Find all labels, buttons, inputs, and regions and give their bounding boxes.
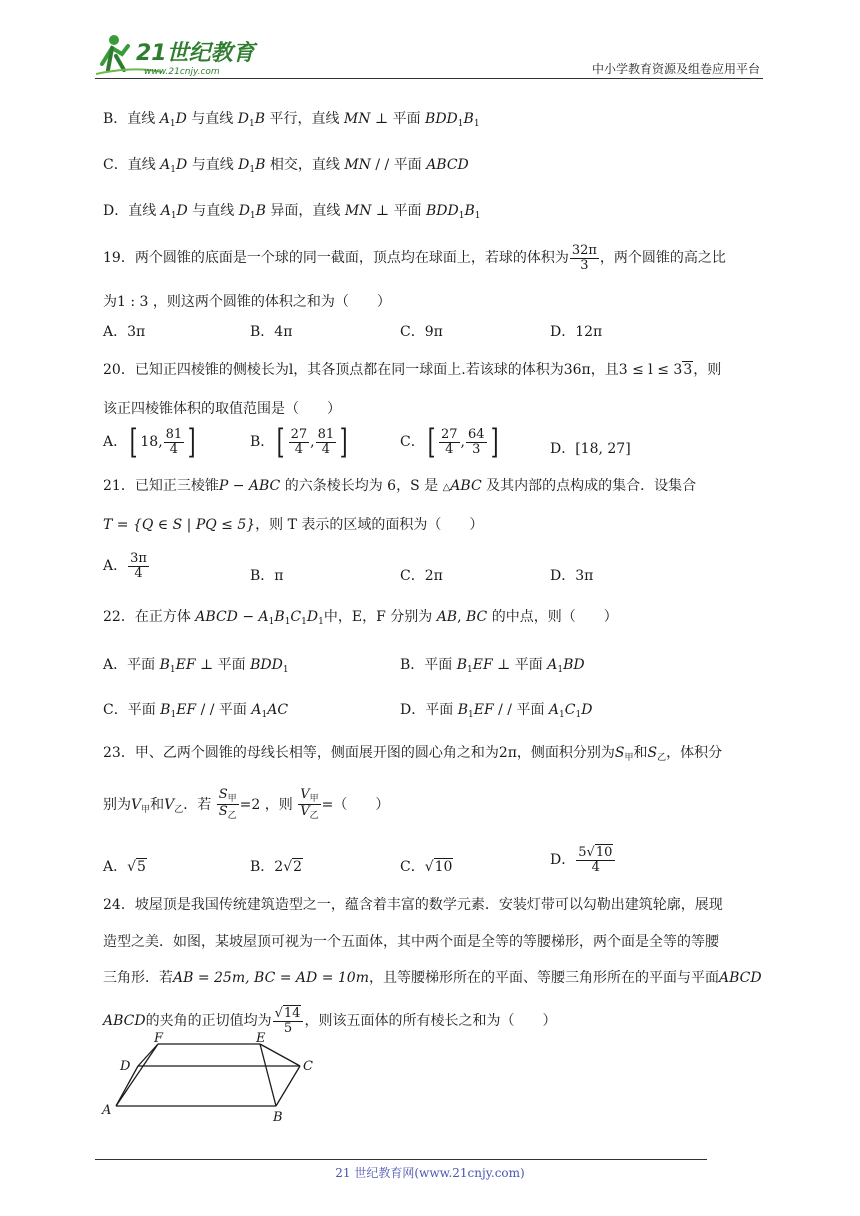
q22-option-c: C．平面 $B_1EF$ / / 平面 $A_1AC$ (103, 702, 289, 720)
q19-option-b: B．4π (250, 324, 293, 340)
q18-option-d: D．直线 $A_1D$ 与直线 $D_1B$ 异面，直线 MN ⊥ 平面 $BDD_1B_1$ (103, 203, 481, 221)
site-logo (92, 30, 262, 80)
vertex-label-b: B (273, 1110, 283, 1124)
fraction: $\frac{32\pi}{3}$ (571, 243, 597, 273)
svg-text:21世纪教育: 21世纪教育 (136, 41, 255, 66)
q21-stem-line1: 21．已知正三棱锥P − ABC 的六条棱长均为 6，S 是 △ABC 及其内部的点构成的集合．设集合 (103, 478, 697, 494)
footer-link[interactable]: 21 世纪教育网(www.21cnjy.com) (335, 1166, 525, 1180)
q21-option-a: A． $\frac{3\pi}{4}$ (103, 551, 147, 581)
runner-logo-icon (92, 30, 262, 80)
q20-option-b: B．[ $\frac{27}{4}$ , $\frac{81}{4}$ ] (250, 422, 348, 462)
q20-option-a: A．[ 18, $\frac{81}{4}$ ] (103, 422, 196, 462)
q19-option-a: A．3π (103, 324, 146, 340)
q24-stem-line4: ABCD的夹角的正切值均为 $\frac{√14}{5}$ ，则该五面体的所有棱长之和为（ ） (103, 1006, 557, 1036)
header-divider (95, 78, 763, 79)
q22-option-a: A．平面 $B_1EF$ ⊥ 平面 $BDD_1$ (103, 657, 289, 675)
q21-stem-line2: T = {Q ∈ S | PQ ≤ 5}，则 T 表示的区域的面积为（ ） (103, 517, 484, 533)
q23-option-d: D． $\frac{5√10}{4}$ (550, 846, 616, 874)
q21-option-c: C．2π (400, 568, 443, 584)
vertex-label-c: C (303, 1059, 313, 1074)
q19-option-d: D．12π (550, 324, 603, 340)
q23-option-b: B．2√2 (250, 859, 303, 875)
q23-option-a: A．√5 (103, 859, 146, 875)
svg-text:www.21cnjy.com: www.21cnjy.com (144, 67, 220, 77)
q23-stem-line2: 别为$V_甲$和$V_乙$．若 $\frac{S_甲}{S_乙}$ =2 ，则 $\frac{V_甲}{V_乙}$ =（ ） (103, 787, 390, 822)
q21-option-d: D．3π (550, 568, 594, 584)
q20-option-c: C．[ $\frac{27}{4}$ , $\frac{64}{3}$ ] (400, 422, 499, 462)
q24-stem-line2: 造型之美．如图，某坡屋顶可视为一个五面体，其中两个面是全等的等腰梯形，两个面是全等的等腰 (103, 934, 719, 950)
q19-option-c: C．9π (400, 324, 443, 340)
q23-stem-line1: 23．甲、乙两个圆锥的母线长相等，侧面展开图的圆心角之和为2π，侧面积分别为$S_甲$和$S_乙$，体积分 (103, 745, 723, 763)
vertex-label-d: D (120, 1059, 131, 1074)
vertex-label-a: A (102, 1103, 112, 1118)
pentahedron-diagram (98, 1032, 328, 1124)
q20-stem-line1: 20．已知正四棱锥的侧棱长为l，其各顶点都在同一球面上.若该球的体积为36π，且3 ≤ l ≤ 33，则 (103, 362, 722, 378)
vertex-label-e: E (256, 1032, 266, 1046)
footer-divider (95, 1159, 707, 1160)
q23-option-c: C．√10 (400, 859, 453, 875)
platform-title: 中小学教育资源及组卷应用平台 (591, 62, 760, 76)
roof-figure (98, 1032, 328, 1124)
q20-option-d: D．[18, 27] (550, 441, 631, 457)
q18-option-b: B．直线 $A_1D$ 与直线 $D_1B$ 平行，直线 MN ⊥ 平面 $BDD_1B_1$ (103, 111, 480, 129)
q18-option-c: C．直线 $A_1D$ 与直线 $D_1B$ 相交，直线 MN / / 平面 ABCD (103, 157, 469, 175)
q22-option-d: D．平面 $B_1EF$ / / 平面 $A_1C_1D$ (400, 702, 593, 720)
q19-stem-line2: 为1 : 3 ，则这两个圆锥的体积之和为（ ） (103, 294, 391, 310)
vertex-label-f: F (154, 1032, 164, 1046)
q19-stem-line1: 19．两个圆锥的底面是一个球的同一截面，顶点均在球面上，若球的体积为 $\frac{32\pi}{3}$ ，两个圆锥的高之比 (103, 243, 726, 273)
q24-stem-line1: 24．坡屋顶是我国传统建筑造型之一，蕴含着丰富的数学元素．安装灯带可以勾勒出建筑轮廓，展现 (103, 897, 723, 913)
q20-stem-line2: 该正四棱锥体积的取值范围是（ ） (103, 401, 341, 417)
q24-stem-line3: 三角形．若AB = 25m, BC = AD = 10m，且等腰梯形所在的平面、等腰三角形所在的平面与平面ABCD (103, 970, 762, 986)
q22-option-b: B．平面 $B_1EF$ ⊥ 平面 $A_1BD$ (400, 657, 585, 675)
q21-option-b: B．π (250, 568, 284, 584)
q22-stem: 22．在正方体 ABCD − $A_1B_1C_1D_1$中，E，F 分别为 AB, BC 的中点，则（ ） (103, 609, 618, 627)
